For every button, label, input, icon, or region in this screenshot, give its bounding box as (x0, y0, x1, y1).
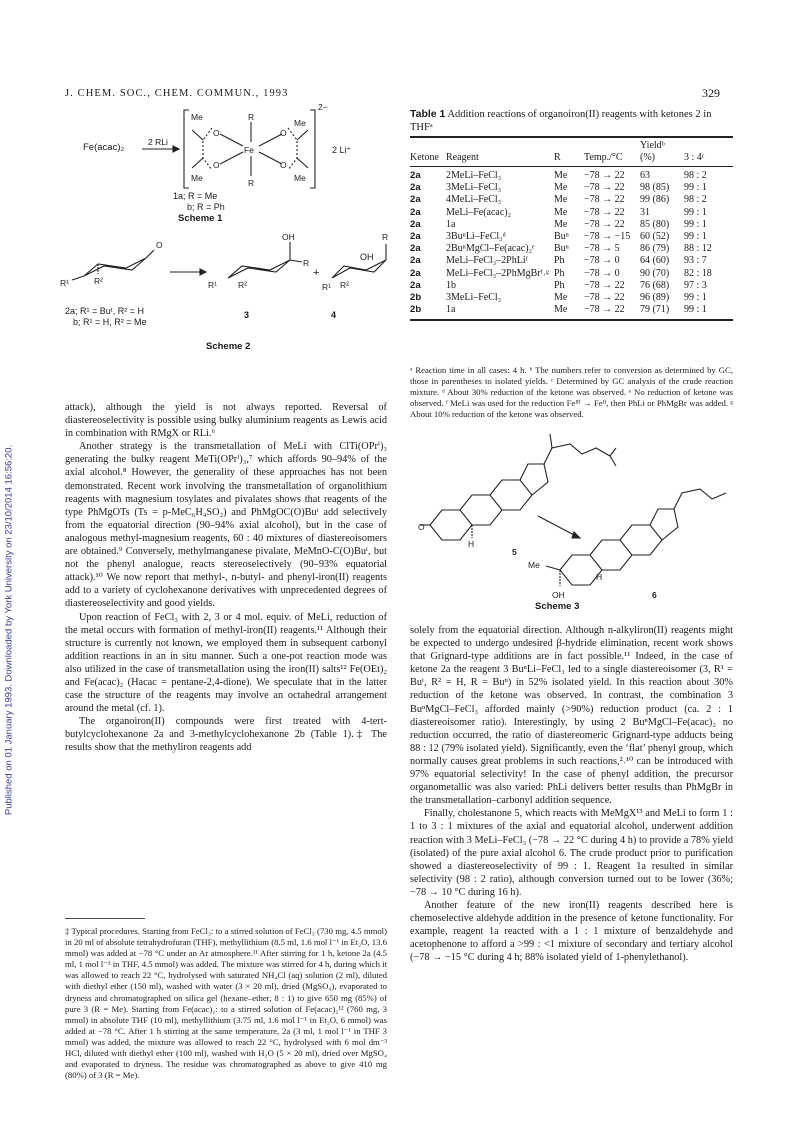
cell-r: Me (554, 218, 568, 230)
scheme1-bond-me3 (297, 130, 308, 140)
scheme2-carbonyl-bond (146, 250, 154, 258)
cell-r: Me (554, 206, 568, 218)
table-footnotes: ᵃ Reaction time in all cases: 4 h. ᵇ The numbers refer to conversion as determined by GC, those in parentheses to isolated yields. ᶜ Determined by GC analysis of the crude reaction mixture. ᵈ About 30% reduction of the ketone was observed. ᵉ No reduction of ketone was observed. ᶠ MeLi was used for the reduction Feᴵᴵᴵ → Feᴵᴵ, then PhLi or PhMgBr was added. ᵍ About 10% reduction of the ketone was observed. (410, 365, 733, 420)
cell-yield: 98 (85) (640, 182, 670, 194)
cell-ratio: 99 : 1 (684, 304, 707, 316)
scheme1-o-3: O (280, 128, 287, 138)
cell-reagent: 1b (446, 279, 456, 291)
cell-yield: 90 (70) (640, 267, 670, 279)
table-row (410, 182, 733, 194)
table-row (410, 268, 733, 280)
scheme1-acac-right (288, 128, 297, 170)
cell-r: Me (554, 169, 568, 181)
cell-temp: −78 → 22 (584, 182, 625, 194)
cell-ratio: 99 : 1 (684, 182, 707, 194)
table-row (410, 292, 733, 304)
scheme1-title: Scheme 1 (178, 213, 223, 224)
cell-ratio: 88 : 12 (684, 243, 712, 255)
cell-ratio: 99 : 1 (684, 218, 707, 230)
table-row (410, 243, 733, 255)
cell-r: Ph (554, 267, 565, 279)
cell-temp: −78 → 22 (584, 169, 625, 181)
page-number: 329 (702, 86, 720, 100)
scheme1-bond-me2 (192, 158, 203, 168)
right-paragraph-1: solely from the equatorial direction. Although n-alkyliron(II) reagents might be expected to undergo undesired β-hydride elimination, recent work shows that Grignard-type additions are in fact possible.¹¹ Indeed, in the case of ketone 2a the reagent 3 BuⁿLi–FeCl₃ led to a single diastereoisomer (3, R¹ = Buᵗ, R² = H, R = Buⁿ) in 52% isolated yield. In this reaction about 30% reduction of the ketone was observed. In contrast, the combination 3 BuⁿMgCl–FeCl₃ afforded mainly (>90%) reduction product (ca. 2 : 1 diastereoisomer ratio). Interestingly, by using 2 BuⁿMgCl–Fe(acac)₂ no reduction occurred, the ratio of diastereomeric Grignard-type adducts being 88 : 12 (79% isolated yield). Significantly, even the ‘flat’ phenyl group, which normally causes great problems in such reactions,²˒¹⁰ can be introduced with 97% equatorial selectivity! In the case of phenyl addition, the precursor organometallic was also varied: PhLi delivers better results than PhMgBr in the transmetallation–carbonyl addition sequence. (410, 625, 733, 807)
download-watermark-text: Published on 01 January 1993. Downloaded by York University on 23/10/2014 16:56:20. (3, 444, 15, 816)
cell-r: Me (554, 304, 568, 316)
scheme1-r-bottom: R (248, 178, 255, 188)
cell-r: Me (554, 182, 568, 194)
scheme1-structure (60, 96, 390, 211)
right-paragraph-2: Finally, cholestanone 5, which reacts with MeMgX¹³ and MeLi to form 1 : 1 to 3 : 1 mixtures of the axial and equatorial alcohol, underwent addition reaction with 3 MeLi–FeCl₃ (−78 → 22 °C during 4 h) to provide a 78% yield (isolated) of the pure axial alcohol 6. The crude product prior to purification showed a diastereoselectivity of 99 : 1. Reagent 1a resulted in similar selectivity (98 : 2 ratio), although conversion turned out to be lower (36%; −78 → 10 °C during 16 h). (410, 808, 733, 898)
scheme3-prod-side-chain (674, 489, 726, 509)
scheme3-me-bond (546, 566, 560, 570)
cell-ketone: 2a (410, 206, 421, 218)
left-column (65, 401, 387, 755)
scheme2-title: Scheme 2 (206, 341, 251, 352)
cell-ratio: 97 : 3 (684, 279, 707, 291)
header-r: R (554, 151, 561, 163)
scheme1-left-bracket (184, 110, 189, 188)
cell-yield: 79 (71) (640, 304, 670, 316)
cell-r: Ph (554, 279, 565, 291)
scheme1-bond-me1 (192, 130, 203, 140)
table-row (410, 304, 733, 316)
scheme1-bond-o4 (259, 152, 282, 164)
scheme2-o: O (156, 240, 163, 250)
journal-header: J. CHEM. SOC., CHEM. COMMUN., 1993 (65, 88, 289, 99)
cell-yield: 31 (640, 206, 650, 218)
cell-temp: −78 → 22 (584, 206, 625, 218)
cell-reagent: 1a (446, 218, 456, 230)
cell-yield: 85 (80) (640, 218, 670, 230)
cell-ketone: 2b (410, 291, 422, 303)
cell-ketone: 2a (410, 218, 421, 230)
scheme1-fe: Fe (244, 145, 254, 155)
scheme1-label-b: b; R = Ph (187, 202, 225, 212)
cell-ketone: 2b (410, 304, 422, 316)
table-row (410, 255, 733, 267)
download-watermark (2, 350, 16, 910)
header-yield-top: Yieldᵇ (640, 139, 665, 151)
cell-temp: −78 → 0 (584, 267, 620, 279)
scheme1-o-4: O (280, 160, 287, 170)
scheme2-r1-2: R¹ (60, 278, 69, 288)
header-ketone: Ketone (410, 151, 439, 163)
scheme1-bond-me4 (297, 158, 308, 168)
scheme2-compound-4: 4 (331, 310, 337, 320)
scheme2-r-bond-3 (290, 260, 302, 262)
scheme1-me-4: Me (294, 173, 306, 183)
cell-yield: 96 (89) (640, 291, 670, 303)
cell-ratio: 98 : 2 (684, 194, 707, 206)
scheme1-label-a: 1a; R = Me (173, 191, 218, 201)
scheme1-me-2: Me (294, 118, 306, 128)
table-top-rule (410, 136, 733, 138)
scheme3-ring-b (460, 495, 502, 525)
scheme1-counterion: 2 Li⁺ (332, 145, 352, 155)
scheme2-r2-4: R² (340, 280, 349, 290)
scheme3-compound-5: 5 (512, 547, 517, 557)
scheme3-h-prod: H (596, 572, 603, 582)
left-paragraph-2: Another strategy is the transmetallation of MeLi with ClTi(OPrⁱ)₃ generating the bulky reagent MeTi(OPrⁱ)₃,⁷ which affords 90–94% of the axial alcohol.⁸ However, the generality of these approaches has not been demonstrated. Recent work involving the transmetallation of organolithium reagents with magnesium tosylates and pivalates shows that reagents of the type PhMgOTs (Ts = p-MeC₆H₄SO₂) and PhMgOC(O)Buᵗ add selectively from the equatorial direction (90–94% axial alcohol), but in the case of analogous methyl-magnesium reagents, 60 : 40 mixtures of diastereoisomers are obtained.⁹ Conversely, methylmanganese pivalate, MeMnO-C(O)Buᵗ, but not the phenyl analogue, reacts stereoselectively (90–93% equatorial attack).¹⁰ We now report that methyl-, n-butyl- and phenyl-iron(II) reagents add to a variety of cyclohexanone derivatives with unprecedented degrees of diastereoselectivity and good yields. (65, 441, 387, 610)
right-paragraph-3: Another feature of the new iron(II) reagents described here is chemoselective aldehyde addition in the presence of ketone functionality. For example, reagent 1a reacted with a 1 : 1 mixture of benzaldehyde and acetophenone to afford a >99 : <1 mixture of secondary and tertiary alcohol (−78 → −15 °C during 4 h; 88% isolated yield of 1-phenylethanol). (410, 899, 733, 964)
scheme2-arrow-head (200, 269, 206, 275)
scheme2-r2-2: R² (94, 276, 103, 286)
cell-reagent: 3MeLi–FeCl₃ (446, 182, 502, 194)
cell-yield: 99 (86) (640, 194, 670, 206)
cell-temp: −78 → 22 (584, 291, 625, 303)
cell-ketone: 2a (410, 243, 421, 255)
table-row (410, 219, 733, 231)
cell-temp: −78 → −15 (584, 230, 631, 242)
table-1 (410, 108, 733, 323)
left-paragraph-1: attack), although the yield is not always reported. Reversal of diastereoselectivity is possible using bulky aluminium reagents as Lewis acid in combination with RMgX or RLi.⁶ (65, 402, 387, 440)
scheme2-r-4: R (382, 232, 389, 242)
cell-yield: 86 (79) (640, 243, 670, 255)
scheme2-oh-3: OH (282, 232, 295, 242)
scheme1-reactant: Fe(acac)₂ (83, 142, 125, 153)
cell-ratio: 99 : 1 (684, 206, 707, 218)
cell-temp: −78 → 22 (584, 304, 625, 316)
left-paragraph-4: The organoiron(II) compounds were first treated with 4-tert-butylcyclohexanone 2a and 3-methylcyclohexanone 2b (Table 1).‡ The results show that the methyliron reagents add (65, 716, 387, 754)
scheme3-prod-ring-d (650, 509, 678, 540)
scheme2-r1-bond-2 (72, 276, 84, 280)
cell-ketone: 2a (410, 279, 421, 291)
cell-r: Buⁿ (554, 230, 569, 242)
table-row (410, 231, 733, 243)
scheme2-oh-4: OH (360, 252, 374, 262)
scheme1-reagent: 2 RLi (148, 137, 168, 147)
table-row (410, 207, 733, 219)
cell-yield: 76 (68) (640, 279, 670, 291)
cell-r: Buⁿ (554, 243, 569, 255)
cell-ratio: 99 : 1 (684, 230, 707, 242)
header-reagent: Reagent (446, 151, 479, 163)
scheme1-arrow-head (173, 146, 179, 152)
cell-temp: −78 → 0 (584, 255, 620, 267)
footnote-procedures: ‡ Typical procedures. Starting from FeCl₃: to a stirred solution of FeCl₃ (730 mg, 4.5 mmol) in 20 ml of absolute tetrahydrofuran (THF), methyllithium (8.5 ml, 1.6 mol l⁻¹ in Et₂O, 13.6 mmol) was added at −78 °C under an Ar atmosphere.¹¹ After stirring for 1 h, ketone 2a (4.5 ml, 1 mol l⁻¹ in THF, 4.5 mmol) was added. The mixture was stirred for 4 h, during which it was allowed to reach 22 °C, hydrolysed with saturated NH₄Cl (aq) solution (2 ml), diluted with diethyl ether (150 ml), washed with water (3 × 20 ml), dried (MgSO₄), evaporated to dryness and chromatographed on silica gel (hexane–ether, 8 : 1) to give 650 mg (85%) of pure 3 (R = Me). Starting from Fe(acac)₂: to a stirred solution of Fe(acac)₂¹² (760 mg, 3 mmol) in absolute THF (10 ml), methyllithium (3.75 ml, 1.6 mol l⁻¹ in Et₂O, 6 mmol) was added at −78 °C. After 1 h stirring at the same temperature, 2a (3 ml, 1 mol l⁻¹ in THF 3 mmol) was added, the mixture was allowed to reach 22 °C, hydrolysed with 6 mol dm⁻³ HCl, diluted with diethyl ether (100 ml), washed with H₂O (5 × 20 ml), dried over MgSO₄ and evaporated to dryness. The residue was chromatographed as above to give 410 mg (80%) of 3 (R = Me). (65, 926, 387, 1081)
scheme3-arrow-head (572, 532, 580, 538)
cell-ketone: 2a (410, 267, 421, 279)
cell-yield: 63 (640, 169, 650, 181)
cell-ketone: 2a (410, 230, 421, 242)
scheme3-oh: OH (552, 590, 565, 600)
scheme2-r1-3: R¹ (208, 280, 217, 290)
table-label: Table 1 (410, 108, 446, 120)
scheme3-compound-6: 6 (652, 590, 657, 600)
cell-r: Me (554, 291, 568, 303)
scheme3-side-terminal (610, 456, 616, 466)
scheme1-bond-o1 (220, 134, 243, 146)
scheme3-structure (420, 420, 730, 610)
cell-reagent: 2BuⁿMgCl–Fe(acac)₂ᵉ (446, 243, 535, 255)
cell-reagent: 1a (446, 304, 456, 316)
header-ratio: 3 : 4ᶜ (684, 151, 705, 163)
cell-ketone: 2a (410, 255, 421, 267)
cell-reagent: MeLi–FeCl₃–2PhLiᶠ (446, 255, 528, 267)
scheme1-bond-o3 (259, 134, 282, 146)
scheme3-side-chain (544, 444, 616, 464)
cell-ketone: 2a (410, 182, 421, 194)
table-bottom-rule (410, 319, 733, 321)
scheme2-label-b: b; R¹ = H, R² = Me (73, 317, 147, 327)
scheme2-structure (60, 228, 390, 310)
table-data (410, 140, 733, 317)
cell-ratio: 98 : 2 (684, 169, 707, 181)
cell-yield: 64 (60) (640, 255, 670, 267)
cell-ketone: 2a (410, 194, 421, 206)
scheme3-title: Scheme 3 (535, 601, 580, 612)
scheme3-side-methyl (550, 434, 552, 448)
cell-temp: −78 → 5 (584, 243, 620, 255)
right-column (410, 624, 733, 964)
scheme1-r-top: R (248, 112, 255, 122)
cell-temp: −78 → 22 (584, 194, 625, 206)
scheme2-compound-3: 3 (244, 310, 250, 320)
scheme3-ring-a (430, 510, 472, 540)
header-temp: Temp./°C (584, 151, 623, 163)
scheme1-me-3: Me (191, 173, 203, 183)
cell-temp: −78 → 22 (584, 218, 625, 230)
cell-yield: 60 (52) (640, 230, 670, 242)
table-header-rule (410, 166, 733, 167)
cell-ratio: 82 : 18 (684, 267, 712, 279)
table-row (410, 194, 733, 206)
scheme3-me: Me (528, 560, 540, 570)
scheme1-acac-left (203, 128, 212, 170)
scheme1-o-2: O (213, 160, 220, 170)
cell-reagent: 2MeLi–FeCl₃ (446, 169, 502, 181)
scheme3-prod-ring-b (590, 540, 632, 570)
scheme1-o-1: O (213, 128, 220, 138)
cell-ratio: 99 : 1 (684, 291, 707, 303)
scheme3-arrow-shaft (538, 516, 576, 536)
left-paragraph-3: Upon reaction of FeCl₃ with 2, 3 or 4 mol. equiv. of MeLi, reduction of the metal occurs with formation of methyl-iron(II) reagents.¹¹ Although their structure is currently not known, we employed them in subsequent carbonyl addition reactions in an in situ manner. Such a one-pot reaction mode was also utilized in the case of transmetallation using the iron(II) salts¹² Fe(OEt)₂ and Fe(acac)₂ (Hacac = pentane-2,4-dione). We speculate that in the latter case the structure of the reagents may involve an octahedral arrangement around the metal (cf. 1). (65, 611, 387, 715)
cell-reagent: 3BuⁿLi–FeCl₃ᵈ (446, 230, 506, 242)
table-header-row (410, 140, 733, 164)
cell-reagent: 4MeLi–FeCl₃ (446, 194, 502, 206)
scheme2-r-3: R (303, 258, 310, 268)
cell-r: Ph (554, 255, 565, 267)
scheme1-me-1: Me (191, 112, 203, 122)
scheme3-o: O (418, 522, 425, 532)
scheme3-ring-d (520, 464, 548, 495)
header-yield-unit: (%) (640, 151, 655, 163)
cell-reagent: 3MeLi–FeCl₃ (446, 291, 502, 303)
scheme2-ring-3 (228, 260, 290, 278)
scheme1-charge: 2− (318, 102, 328, 112)
scheme2-ring-4 (332, 260, 386, 278)
scheme2-label-a: 2a; R¹ = Buᵗ, R² = H (65, 306, 145, 316)
cell-temp: −78 → 22 (584, 279, 625, 291)
scheme2-ring-2 (84, 258, 146, 276)
scheme2-plus: + (313, 267, 320, 279)
scheme1-right-bracket (310, 110, 315, 188)
scheme3-h: H (468, 539, 475, 549)
scheme3-prod-ring-c (620, 525, 662, 555)
cell-reagent: MeLi–Fe(acac)₂ (446, 206, 512, 218)
cell-r: Me (554, 194, 568, 206)
scheme2-r1-4: R¹ (322, 282, 331, 292)
scheme2-r2-3: R² (238, 280, 247, 290)
header-yield (640, 140, 684, 164)
table-row (410, 280, 733, 292)
cell-ratio: 93 : 7 (684, 255, 707, 267)
table-row (410, 170, 733, 182)
scheme1-bond-o2 (220, 152, 243, 164)
cell-reagent: MeLi–FeCl₃–2PhMgBrᶠ˒ᵍ (446, 267, 550, 279)
footnote-rule (65, 918, 145, 919)
table-caption-text: Addition reactions of organoiron(II) reagents with ketones 2 in THFᵃ (410, 109, 712, 133)
table-caption (410, 108, 733, 134)
cell-ketone: 2a (410, 169, 421, 181)
scheme3-ring-c (490, 480, 532, 510)
